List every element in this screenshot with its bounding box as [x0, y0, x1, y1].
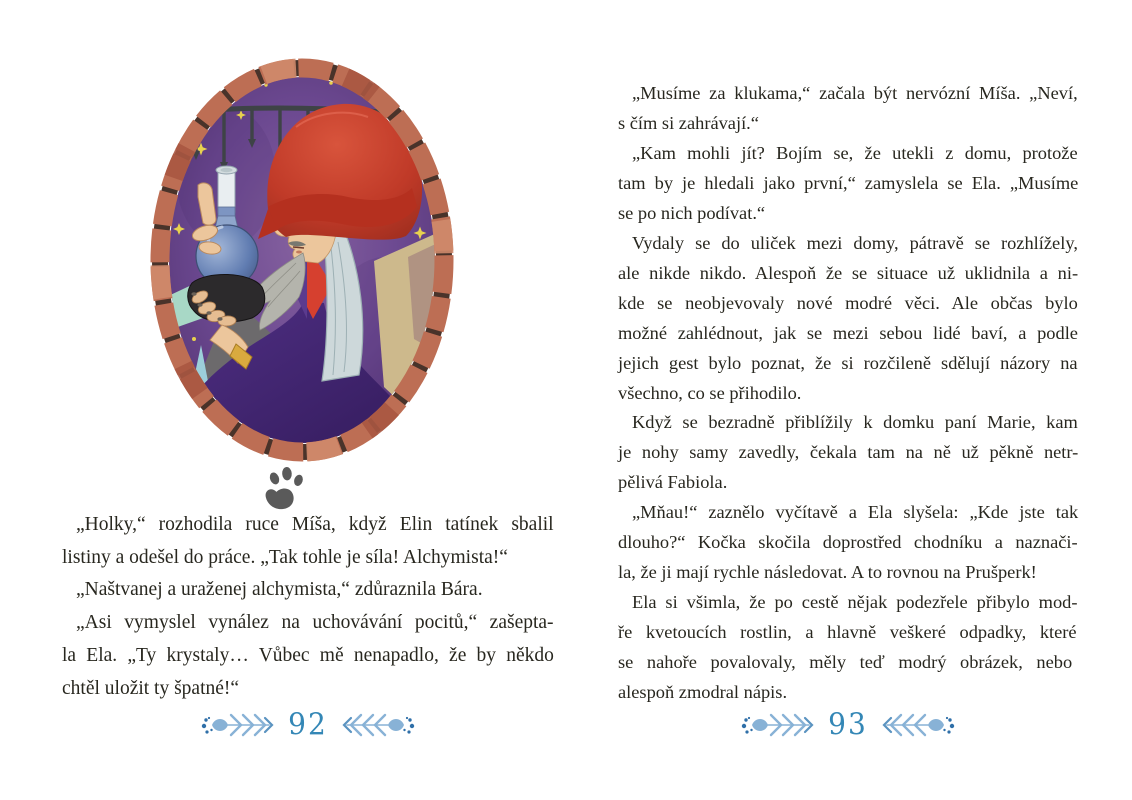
text-line: la Ela. „Ty krystaly… Vůbec mě nenapadlo, že by někdo [62, 644, 554, 666]
text-line: chtěl uložit ty špatné!“ [62, 677, 240, 699]
text-line: „Asi vymyslel vynález na uchovávání pocitů,“ zašepta- [76, 612, 554, 634]
right-page-footer [618, 702, 1078, 748]
text-line: možné zahlédnout, jak se mezi sebou lidé baví, a podle [618, 322, 1078, 343]
right-page-text [618, 79, 1078, 708]
text-line: ale nikde nikdo. Alespoň že se situace už uklidnila a ni- [618, 262, 1079, 283]
text-line: Vydaly se do uliček mezi domy, pátravě se rozhlížely, [632, 232, 1078, 253]
text-line: pělivá Fabiola. [618, 472, 728, 493]
text-line: Když se bezradně přiblížily k domku paní Marie, kam [632, 412, 1078, 433]
text-line: kde se neobjevovaly nové modré věci. Ale občas bylo [618, 292, 1078, 313]
text-line: všechno, co se přihodilo. [618, 382, 802, 403]
text-line: la, že ji mají rychle následovat. A to rovnou na Prušperk! [618, 562, 1037, 583]
text-line: se nahoře povalovaly, měly teď modrý obrázek, nebo [618, 652, 1073, 673]
text-line: s čím si zahrávají.“ [618, 112, 759, 133]
text-line: „Mňau!“ zaznělo vyčítavě a Ela slyšela: „Kde jste tak [632, 502, 1079, 523]
footer-ornament-right-icon [881, 710, 955, 740]
text-line: „Holky,“ rozhodila ruce Míša, když Elin tatínek sbalil [76, 514, 554, 535]
text-line: „Kam mohli jít? Bojím se, že utekli z domu, protože [632, 142, 1078, 163]
text-line: dlouho?“ Kočka skočila doprostřed chodníku a naznači- [618, 532, 1078, 553]
text-line: listiny a odešel do práce. „Tak tohle je síla! Alchymista!“ [62, 546, 508, 568]
text-line: „Musíme za klukama,“ začala být nervózní Míša. „Neví, [632, 83, 1078, 103]
text-line: tam by je hledali jako první,“ zamyslela se Ela. „Musíme [618, 172, 1079, 193]
text-line: jejich gest bylo poznat, že si rozčileně sdělují názory na [618, 352, 1078, 373]
text-line: je nohy samy zavedly, čekala tam na ně už pěkně netr- [618, 442, 1079, 463]
text-line: „Naštvanej a uraženej alchymista,“ zdůraznila Bára. [76, 579, 483, 601]
text-line: alespoň zmodral nápis. [618, 682, 788, 703]
page-number-right: 93 [828, 706, 868, 743]
text-line: se po nich podívat.“ [618, 202, 766, 223]
text-line: Ela si všimla, že po cestě nějak podezřele přibylo mod- [632, 592, 1078, 613]
footer-ornament-left-icon [741, 710, 815, 740]
page-number-left: 92 [288, 706, 328, 743]
text-line: ře kvetoucích rostlin, a hlavně veškeré odpadky, které [618, 622, 1077, 643]
